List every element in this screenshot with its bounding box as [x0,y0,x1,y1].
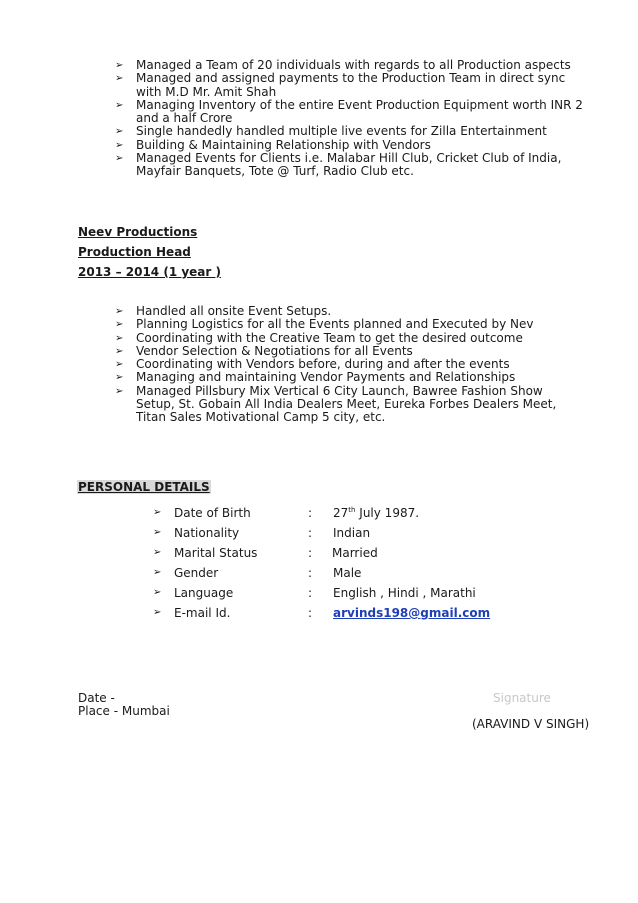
marital-label: Marital Status [174,546,258,560]
arrow-bullet-icon: ➢ [115,306,124,317]
list-item: ➢ Coordinating with Vendors before, during and after the events [115,357,510,372]
list-item: ➢ Single handedly handled multiple live events for Zilla Entertainment [115,124,547,139]
list-item: ➢ Coordinating with the Creative Team to get the desired outcome [115,330,523,345]
arrow-bullet-icon: ➢ [115,60,124,71]
colon: : [308,506,313,520]
arrow-bullet-icon: ➢ [153,527,162,538]
list-item: ➢ Building & Maintaining Relationship with Vendors [115,137,431,152]
job-title: Production Head [78,245,191,259]
arrow-bullet-icon: ➢ [153,507,162,518]
list-item: ➢ Managed Events for Clients i.e. Malabar Hill Club, Cricket Club of India, Mayfair Banquets, Tote @ Turf, Radio Club etc. [115,151,562,179]
colon: : [308,546,313,560]
job-period: 2013 – 2014 (1 year ) [78,265,221,279]
list-item: ➢ Planning Logistics for all the Events planned and Executed by Nev [115,317,534,332]
arrow-bullet-icon: ➢ [115,99,124,111]
arrow-bullet-icon: ➢ [115,345,124,357]
arrow-bullet-icon: ➢ [153,547,162,558]
dob-label: Date of Birth [174,506,251,520]
place-line: Place - Mumbai [78,704,170,718]
list-item: ➢ Managing Inventory of the entire Event Production Equipment worth INR 2 and a half Crore [115,97,583,126]
language-value: English , Hindi , Marathi [333,586,476,600]
arrow-bullet-icon: ➢ [115,73,124,85]
signatory-name: (ARAVIND V SINGH) [472,717,590,731]
arrow-bullet-icon: ➢ [115,319,124,331]
company-name: Neev Productions [78,225,198,239]
gender-label: Gender [174,566,219,580]
arrow-bullet-icon: ➢ [153,607,162,618]
email-link[interactable]: arvinds198@gmail.com [333,606,491,620]
colon: : [308,586,313,600]
experience-bullet-list [115,59,585,179]
arrow-bullet-icon: ➢ [115,126,124,138]
date-line: Date - [78,691,115,705]
arrow-bullet-icon: ➢ [115,139,124,151]
personal-details-heading: PERSONAL DETAILS [78,480,210,494]
arrow-bullet-icon: ➢ [115,332,124,344]
marital-value: Married [332,546,378,560]
arrow-bullet-icon: ➢ [115,153,124,165]
colon: : [308,606,313,620]
list-item: ➢ Managing and maintaining Vendor Payments and Relationships [115,370,516,385]
arrow-bullet-icon: ➢ [153,587,162,598]
list-item: ➢ Managed Pillsbury Mix Vertical 6 City Launch, Bawree Fashion Show Setup, St. Gobain All India Dealers Meet, Eureka Forbes Dealers Meet, Titan Sales Motivational Camp 5 city, etc. [115,383,557,425]
dob-value: 27th July 1987. [333,506,420,520]
list-item: ➢ Vendor Selection & Negotiations for all Events [115,343,413,358]
arrow-bullet-icon: ➢ [115,359,124,371]
colon: : [308,526,313,540]
list-item: ➢ Handled all onsite Event Setups. [115,304,332,318]
language-label: Language [174,586,234,600]
nationality-value: Indian [333,526,371,540]
neev-bullet-list [115,305,585,425]
email-label: E-mail Id. [174,606,231,620]
signature-placeholder: Signature [493,691,551,705]
arrow-bullet-icon: ➢ [115,372,124,384]
gender-value: Male [333,566,362,580]
arrow-bullet-icon: ➢ [115,385,124,397]
list-item: ➢ Managed and assigned payments to the Production Team in direct sync with M.D Mr. Amit Shah [115,71,566,99]
nationality-label: Nationality [174,526,240,540]
list-item: ➢ Managed a Team of 20 individuals with regards to all Production aspects [115,58,571,72]
arrow-bullet-icon: ➢ [153,567,162,578]
colon: : [308,566,313,580]
